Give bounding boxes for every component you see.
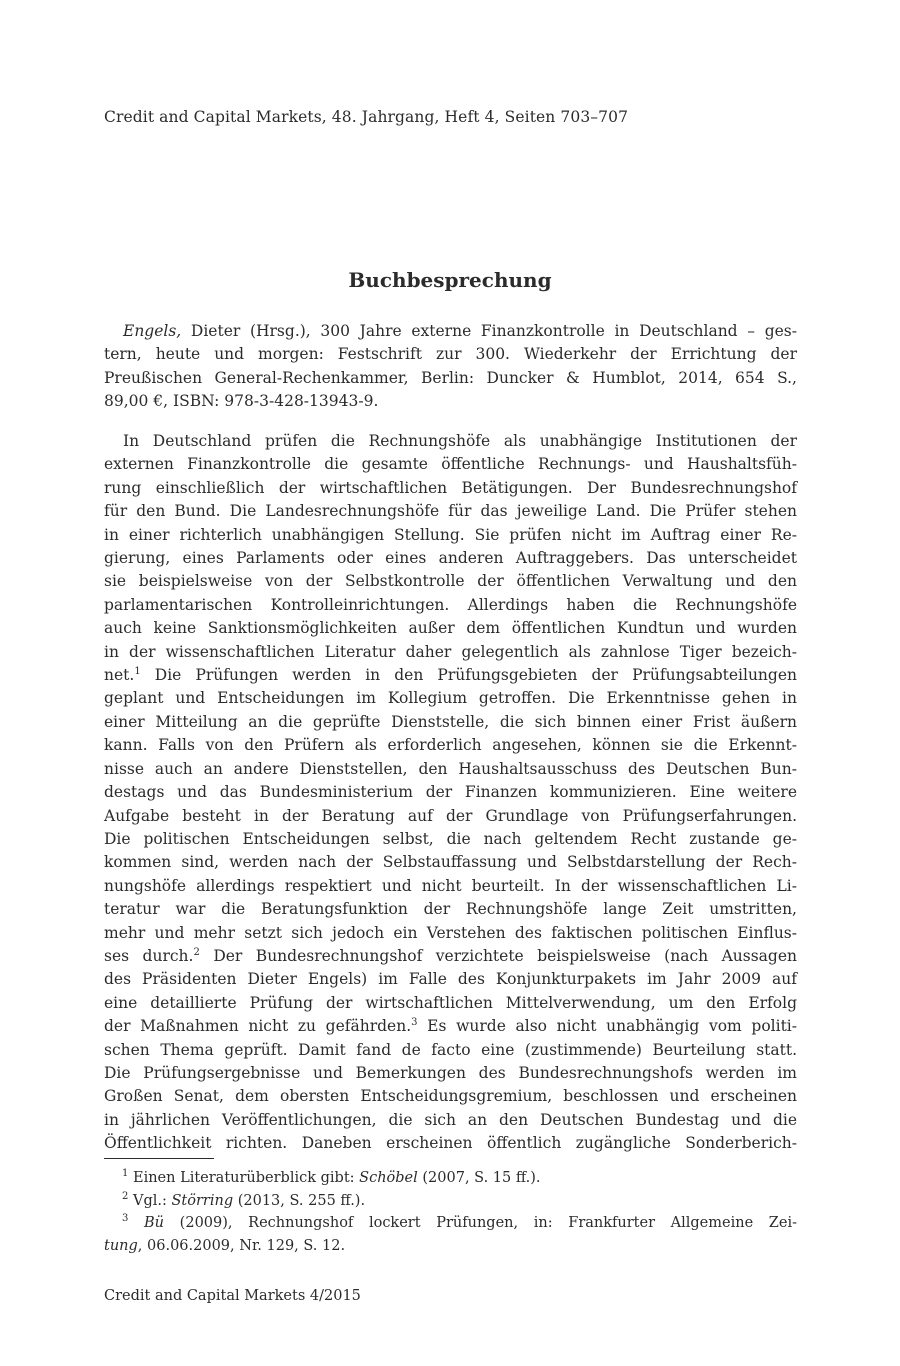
footnote — [104, 1167, 797, 1190]
body-line: net.$^1$ Die Prüfungen werden in den Prüfungsgebieten der Prüfungsabteilungen — [104, 666, 797, 685]
body-line: nungshöfe allerdings respektiert und nicht beurteilt. In der wissenschaftlichen Li- — [104, 876, 797, 895]
footnote-line: $^3$ Bü (2009), Rechnungshof lockert Prüfungen, in: Frankfurter Allgemeine Zei- — [122, 1213, 797, 1231]
body-line: Öffentlichkeit richten. Daneben erscheinen öffentlich zugängliche Sonderberich- — [104, 1134, 797, 1153]
footnote-mark[interactable]: 3 — [411, 1017, 418, 1029]
footnote-number: 3 — [122, 1213, 129, 1224]
body-line: für den Bund. Die Landesrechnungshöfe für das jeweilige Land. Die Prüfer stehen — [104, 502, 797, 521]
body-line: schen Thema geprüft. Damit fand de facto eine (zustimmende) Beurteilung statt. — [104, 1040, 797, 1059]
running-head: Credit and Capital Markets, 48. Jahrgang, Heft 4, Seiten 703–707 — [104, 108, 629, 126]
body-line: geplant und Entscheidungen im Kollegium getroffen. Die Erkenntnisse gehen in — [104, 689, 797, 708]
body-line: Aufgabe besteht in der Beratung auf der Grundlage von Prüfungserfahrungen. — [104, 806, 797, 825]
book-citation — [104, 320, 797, 414]
body-line: teratur war die Beratungsfunktion der Rechnungshöfe lange Zeit umstritten, — [104, 900, 797, 919]
citation-line: Preußischen General-Rechenkammer, Berlin: Duncker & Humblot, 2014, 654 S., — [104, 368, 797, 387]
footnote-line: tung, 06.06.2009, Nr. 129, S. 12. — [104, 1237, 346, 1254]
body-line: mehr und mehr setzt sich jedoch ein Verstehen des faktischen politischen Einflus- — [104, 923, 797, 942]
body-line: der Maßnahmen nicht zu gefährden.$^3$ Es wurde also nicht unabhängig vom politi- — [104, 1017, 797, 1036]
body-line: in jährlichen Veröffentlichungen, die sich an den Deutschen Bundestag und die — [104, 1110, 797, 1129]
body-line: auch keine Sanktionsmöglichkeiten außer dem öffentlichen Kundtun und wurden — [104, 619, 797, 638]
body-line: Die Prüfungsergebnisse und Bemerkungen des Bundesrechnungshofs werden im — [104, 1063, 797, 1082]
body-line: sie beispielsweise von der Selbstkontrolle der öffentlichen Verwaltung und den — [104, 572, 797, 591]
body-line: ses durch.$^2$ Der Bundesrechnungshof verzichtete beispielsweise (nach Aussagen — [104, 946, 797, 965]
footnote-line: $^2$ Vgl.: Störring (2013, S. 255 ff.). — [122, 1190, 366, 1209]
body-line: externen Finanzkontrolle die gesamte öffentliche Rechnungs- und Haushaltsfüh- — [104, 455, 797, 474]
body-line: in einer richterlich unabhängigen Stellung. Sie prüfen nicht im Auftrag einer Re- — [104, 525, 797, 544]
footnote-number: 1 — [122, 1168, 129, 1179]
body-line: Die politischen Entscheidungen selbst, die nach geltendem Recht zustande ge- — [104, 829, 797, 848]
body-line: einer Mitteilung an die geprüfte Dienststelle, die sich binnen einer Frist äußern — [104, 712, 797, 731]
footnote-separator — [104, 1158, 214, 1159]
footnote-line: $^1$ Einen Literaturüberblick gibt: Schöbel (2007, S. 15 ff.). — [122, 1168, 541, 1186]
body-line: nisse auch an andere Dienststellen, den Haushaltsausschuss des Deutschen Bun- — [104, 759, 797, 778]
footnote-mark[interactable]: 2 — [193, 946, 200, 958]
citation-line: tern, heute und morgen: Festschrift zur 300. Wiederkehr der Errichtung der — [104, 345, 797, 364]
body-line: gierung, eines Parlaments oder eines anderen Auftraggebers. Das unterscheidet — [104, 549, 797, 568]
body-line: rung einschließlich der wirtschaftlichen Betätigungen. Der Bundesrechnungshof — [104, 478, 797, 497]
section-title: Buchbesprechung — [348, 268, 552, 292]
footnotes — [104, 1167, 797, 1257]
citation-author: Engels, — [123, 322, 182, 340]
page-footer: Credit and Capital Markets 4/2015 — [104, 1288, 361, 1304]
body-line: parlamentarischen Kontrolleinrichtungen. Allerdings haben die Rechnungshöfe — [104, 595, 797, 614]
citation-line: Engels, Dieter (Hrsg.), 300 Jahre externe Finanzkontrolle in Deutschland – ges- — [123, 322, 797, 340]
footnote — [104, 1212, 797, 1257]
body-line: des Präsidenten Dieter Engels) im Falle des Konjunkturpakets im Jahr 2009 auf — [104, 970, 797, 989]
body-line: kann. Falls von den Prüfern als erforderlich angesehen, können sie die Erkennt- — [104, 736, 797, 755]
body-paragraph — [104, 430, 797, 1156]
footnote-number: 2 — [122, 1190, 129, 1202]
body-line: Großen Senat, dem obersten Entscheidungsgremium, beschlossen und erscheinen — [104, 1087, 797, 1106]
footnote-mark[interactable]: 1 — [134, 666, 141, 678]
body-line: in der wissenschaftlichen Literatur daher gelegentlich als zahnlose Tiger bezeich- — [104, 642, 797, 661]
body-line: kommen sind, werden nach der Selbstauffassung und Selbstdarstellung der Rech- — [104, 853, 797, 872]
body-line: destags und das Bundesministerium der Finanzen kommunizieren. Eine weitere — [104, 783, 797, 802]
footnote — [104, 1190, 797, 1213]
citation-line: 89,00 €, ISBN: 978-3-428-13943-9. — [104, 392, 379, 411]
body-line: In Deutschland prüfen die Rechnungshöfe als unabhängige Institutionen der — [123, 432, 797, 450]
body-line: eine detaillierte Prüfung der wirtschaftlichen Mittelverwendung, um den Erfolg — [104, 993, 797, 1012]
